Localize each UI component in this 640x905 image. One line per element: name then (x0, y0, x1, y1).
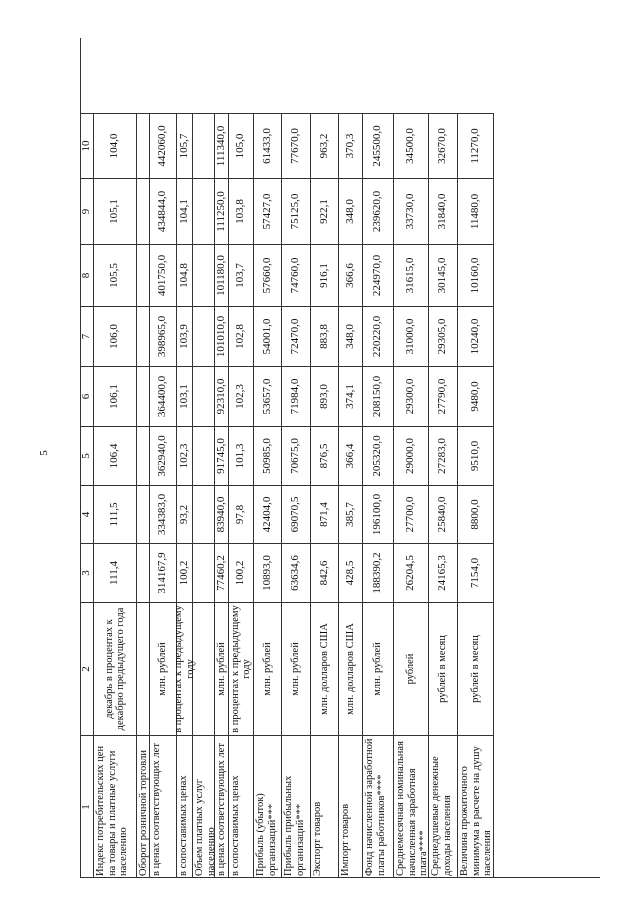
value-cell: 374,1 (339, 366, 363, 426)
value-cell: 111,4 (94, 543, 137, 602)
value-cell: 101010,0 (215, 306, 229, 366)
value-cell: 30145,0 (429, 244, 458, 306)
column-header-3: 3 (80, 543, 94, 602)
row-label: в сопоставимых ценах (229, 735, 254, 878)
value-cell: 9510,0 (458, 426, 494, 485)
value-cell: 111250,0 (215, 178, 229, 244)
value-cell (137, 113, 150, 178)
value-cell: 366,4 (339, 426, 363, 485)
value-cell: 314167,9 (150, 543, 177, 602)
value-cell: 103,8 (229, 178, 254, 244)
value-cell: 883,8 (311, 306, 339, 366)
value-cell (193, 426, 215, 485)
column-header-9: 9 (80, 178, 94, 244)
row-unit: рублей (394, 602, 429, 735)
value-cell: 102,8 (229, 306, 254, 366)
value-cell (193, 543, 215, 602)
value-cell: 25840,0 (429, 485, 458, 543)
value-cell (193, 485, 215, 543)
value-cell: 61433,0 (254, 113, 282, 178)
value-cell: 842,6 (311, 543, 339, 602)
value-cell: 188390,2 (363, 543, 394, 602)
column-header-4: 4 (80, 485, 94, 543)
value-cell: 10893,0 (254, 543, 282, 602)
value-cell: 50985,0 (254, 426, 282, 485)
value-cell (137, 426, 150, 485)
value-cell: 101180,0 (215, 244, 229, 306)
value-cell: 29000,0 (394, 426, 429, 485)
value-cell: 10240,0 (458, 306, 494, 366)
value-cell: 54001,0 (254, 306, 282, 366)
row-unit: млн. рублей (363, 602, 394, 735)
value-cell: 77670,0 (282, 113, 311, 178)
value-cell: 103,7 (229, 244, 254, 306)
value-cell: 239620,0 (363, 178, 394, 244)
value-cell: 105,7 (177, 113, 193, 178)
value-cell (193, 306, 215, 366)
value-cell: 385,7 (339, 485, 363, 543)
value-cell (193, 113, 215, 178)
value-cell: 77460,2 (215, 543, 229, 602)
value-cell: 104,0 (94, 113, 137, 178)
value-cell: 401750,0 (150, 244, 177, 306)
row-label: Прибыль прибыльных организаций*** (282, 735, 311, 878)
value-cell: 100,2 (229, 543, 254, 602)
value-cell: 8800,0 (458, 485, 494, 543)
value-cell: 111,5 (94, 485, 137, 543)
value-cell: 11480,0 (458, 178, 494, 244)
value-cell: 871,4 (311, 485, 339, 543)
column-header-7: 7 (80, 306, 94, 366)
value-cell: 11270,0 (458, 113, 494, 178)
value-cell: 348,0 (339, 306, 363, 366)
value-cell: 75125,0 (282, 178, 311, 244)
value-cell: 105,5 (94, 244, 137, 306)
value-cell: 97,8 (229, 485, 254, 543)
value-cell: 29305,0 (429, 306, 458, 366)
value-cell: 70675,0 (282, 426, 311, 485)
value-cell: 42404,0 (254, 485, 282, 543)
value-cell: 370,3 (339, 113, 363, 178)
value-cell: 72470,0 (282, 306, 311, 366)
value-cell: 348,0 (339, 178, 363, 244)
column-header-8: 8 (80, 244, 94, 306)
value-cell: 364400,0 (150, 366, 177, 426)
row-unit: млн. рублей (215, 602, 229, 735)
value-cell: 29300,0 (394, 366, 429, 426)
value-cell: 220220,0 (363, 306, 394, 366)
row-unit: в процентах к предыдущему году (229, 602, 254, 735)
value-cell: 104,8 (177, 244, 193, 306)
row-label: Прибыль (убыток) организаций*** (254, 735, 282, 878)
row-label: Экспорт товаров (311, 735, 339, 878)
value-cell: 334383,0 (150, 485, 177, 543)
value-cell (137, 543, 150, 602)
value-cell: 442060,0 (150, 113, 177, 178)
value-cell: 24165,3 (429, 543, 458, 602)
value-cell: 26204,5 (394, 543, 429, 602)
row-label: Импорт товаров (339, 735, 363, 878)
row-label: в сопоставимых ценах (177, 735, 193, 878)
value-cell (137, 178, 150, 244)
value-cell (193, 366, 215, 426)
value-cell: 362940,0 (150, 426, 177, 485)
row-unit: млн. рублей (282, 602, 311, 735)
value-cell: 106,4 (94, 426, 137, 485)
value-cell: 57660,0 (254, 244, 282, 306)
value-cell: 102,3 (229, 366, 254, 426)
value-cell: 27283,0 (429, 426, 458, 485)
row-label: Фонд начисленной заработной платы работников**** (363, 735, 394, 878)
value-cell: 31000,0 (394, 306, 429, 366)
value-cell: 103,1 (177, 366, 193, 426)
value-cell: 91745,0 (215, 426, 229, 485)
column-header-2: 2 (80, 602, 94, 735)
value-cell: 100,2 (177, 543, 193, 602)
value-cell (137, 306, 150, 366)
value-cell: 398965,0 (150, 306, 177, 366)
value-cell: 893,0 (311, 366, 339, 426)
row-unit: в процентах к предыдущему году (177, 602, 193, 735)
value-cell: 205320,0 (363, 426, 394, 485)
value-cell: 106,0 (94, 306, 137, 366)
value-cell: 963,2 (311, 113, 339, 178)
value-cell: 27700,0 (394, 485, 429, 543)
value-cell: 102,3 (177, 426, 193, 485)
value-cell: 103,9 (177, 306, 193, 366)
value-cell: 34500,0 (394, 113, 429, 178)
value-cell: 31840,0 (429, 178, 458, 244)
value-cell: 105,0 (229, 113, 254, 178)
row-unit: рублей в месяц (429, 602, 458, 735)
value-cell: 63634,6 (282, 543, 311, 602)
row-label: Оборот розничной торговли (137, 735, 150, 878)
value-cell: 71984,0 (282, 366, 311, 426)
value-cell: 83940,0 (215, 485, 229, 543)
value-cell: 32670,0 (429, 113, 458, 178)
row-label: в ценах соответствующих лет (150, 735, 177, 878)
row-label: в ценах соответствующих лет (215, 735, 229, 878)
row-unit: млн. долларов США (311, 602, 339, 735)
value-cell: 366,6 (339, 244, 363, 306)
row-label: Величина прожиточного минимума в расчете на душу населения (458, 735, 494, 878)
row-unit (193, 602, 215, 735)
value-cell: 33730,0 (394, 178, 429, 244)
value-cell: 9480,0 (458, 366, 494, 426)
column-header-1: 1 (80, 735, 94, 878)
value-cell: 74760,0 (282, 244, 311, 306)
value-cell: 196100,0 (363, 485, 394, 543)
value-cell: 104,1 (177, 178, 193, 244)
row-label: Индекс потребительских цен на товары и платные услуги населению (94, 735, 137, 878)
value-cell: 428,5 (339, 543, 363, 602)
value-cell: 92310,0 (215, 366, 229, 426)
value-cell: 224970,0 (363, 244, 394, 306)
value-cell: 31615,0 (394, 244, 429, 306)
value-cell (193, 178, 215, 244)
value-cell: 101,3 (229, 426, 254, 485)
value-cell: 876,5 (311, 426, 339, 485)
value-cell: 57427,0 (254, 178, 282, 244)
row-label: Среднемесячная номинальная начисленная заработная плата**** (394, 735, 429, 878)
row-unit: млн. рублей (150, 602, 177, 735)
column-header-5: 5 (80, 426, 94, 485)
page-number: 5 (38, 450, 50, 456)
value-cell: 106,1 (94, 366, 137, 426)
value-cell (137, 366, 150, 426)
row-unit: млн. долларов США (339, 602, 363, 735)
column-header-6: 6 (80, 366, 94, 426)
column-header-10: 10 (80, 113, 94, 178)
value-cell: 7154,0 (458, 543, 494, 602)
statistics-table (80, 38, 600, 878)
value-cell: 10160,0 (458, 244, 494, 306)
value-cell: 93,2 (177, 485, 193, 543)
row-label: Среднедушевые денежные доходы населения (429, 735, 458, 878)
value-cell: 208150,0 (363, 366, 394, 426)
value-cell: 916,1 (311, 244, 339, 306)
row-unit: рублей в месяц (458, 602, 494, 735)
value-cell: 69070,5 (282, 485, 311, 543)
value-cell (193, 244, 215, 306)
value-cell: 922,1 (311, 178, 339, 244)
value-cell: 27790,0 (429, 366, 458, 426)
value-cell (137, 244, 150, 306)
value-cell: 105,1 (94, 178, 137, 244)
value-cell: 111340,0 (215, 113, 229, 178)
row-unit: декабрь в процентах к декабрю предыдущего года (94, 602, 137, 735)
value-cell: 434844,0 (150, 178, 177, 244)
value-cell: 53657,0 (254, 366, 282, 426)
value-cell (137, 485, 150, 543)
row-label: Объем платных услуг населению (193, 735, 215, 878)
row-unit: млн. рублей (254, 602, 282, 735)
value-cell: 245500,0 (363, 113, 394, 178)
row-unit (137, 602, 150, 735)
